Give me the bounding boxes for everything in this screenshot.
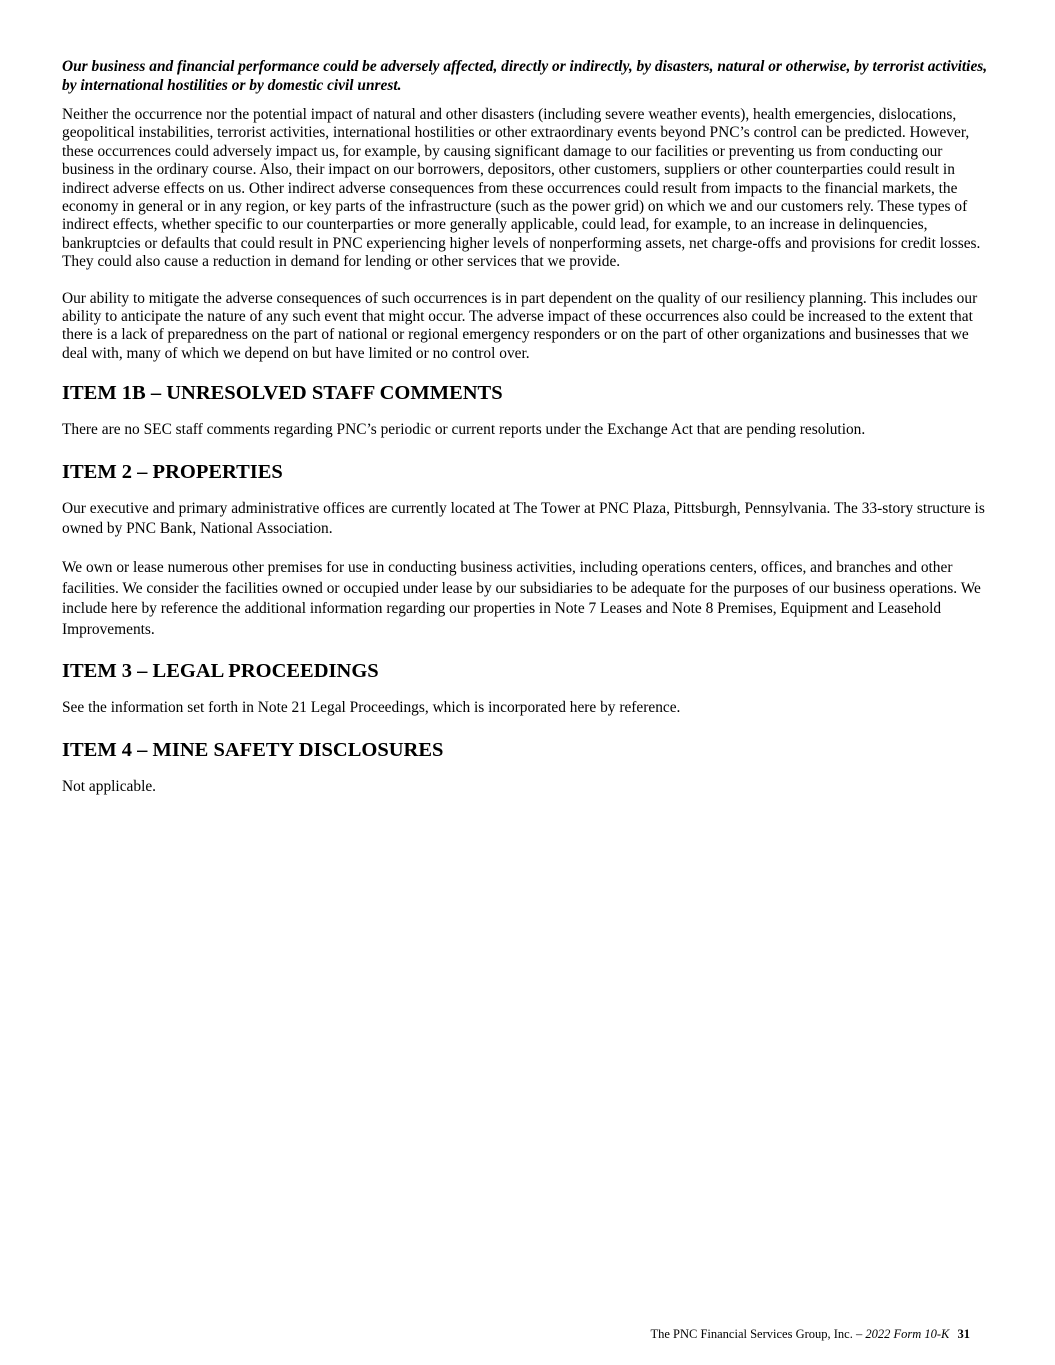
item-3-heading: ITEM 3 – LEGAL PROCEEDINGS [62, 660, 379, 683]
item-1b-heading: ITEM 1B – UNRESOLVED STAFF COMMENTS [62, 382, 503, 405]
risk-factor-heading: Our business and financial performance could be adversely affected, directly or indirectly, by disasters, natural or otherwise, by terrorist activities, by international hostilities or by domestic civil unrest. [62, 58, 988, 94]
page-footer [650, 1326, 970, 1342]
footer-company: The PNC Financial Services Group, Inc. – [650, 1327, 863, 1341]
footer-form: 2022 Form 10-K [865, 1327, 950, 1341]
item-4-paragraph: Not applicable. [62, 778, 157, 796]
item-2-heading: ITEM 2 – PROPERTIES [62, 460, 283, 483]
risk-factor-paragraph-1: Neither the occurrence nor the potential impact of natural and other disasters (including severe weather events), health emergencies, dislocations, geopolitical instabilities, terrorist activities, international hostilities or other extraordinary events beyond PNC’s control can be predicted. However, these occurrences could adversely impact us, for example, by causing significant damage to our facilities or preventing us from conducting our business in the ordinary course. Also, their impact on our borrowers, depositors, other customers, suppliers or other counterparties could result in indirect adverse effects on us. Other indirect adverse consequences from these occurrences could result from impacts to the financial markets, the economy in general or in any region, or key parts of the infrastructure (such as the power grid) on which we and our customers rely. These types of indirect effects, whether specific to our counterparties or more generally applicable, could lead, for example, to an increase in delinquencies, bankruptcies or defaults that could result in PNC experiencing higher levels of nonperforming assets, net charge-offs and provisions for credit losses. They could also cause a reduction in demand for lending or other services that we provide. [62, 106, 981, 271]
risk-factor-paragraph-2: Our ability to mitigate the adverse consequences of such occurrences is in part dependent on the quality of our resiliency planning. This includes our ability to anticipate the nature of any such event that might occur. The adverse impact of these occurrences also could be increased to the extent that there is a lack of preparedness on the part of national or regional emergency responders or on the part of other organizations and businesses that we deal with, many of which we depend on but have limited or no control over. [62, 289, 978, 362]
item-1b-paragraph: There are no SEC staff comments regarding PNC’s periodic or current reports under the Exchange Act that are pending resolution. [62, 421, 866, 439]
page-number: 31 [957, 1327, 970, 1341]
document-page [62, 58, 997, 816]
item-2-paragraph-1: Our executive and primary administrative offices are currently located at The Tower at PNC Plaza, Pittsburgh, Pennsylvania. The 33-story structure is owned by PNC Bank, National Association. [62, 499, 985, 538]
item-4-heading: ITEM 4 – MINE SAFETY DISCLOSURES [62, 739, 444, 762]
item-3-paragraph: See the information set forth in Note 21 Legal Proceedings, which is incorporated here by reference. [62, 699, 681, 717]
item-2-paragraph-2: We own or lease numerous other premises for use in conducting business activities, including operations centers, offices, and branches and other facilities. We consider the facilities owned or occupied under lease by our subsidiaries to be adequate for the purposes of our business operations. We include here by reference the additional information regarding our properties in Note 7 Leases and Note 8 Premises, Equipment and Leasehold Improvements. [62, 559, 981, 638]
